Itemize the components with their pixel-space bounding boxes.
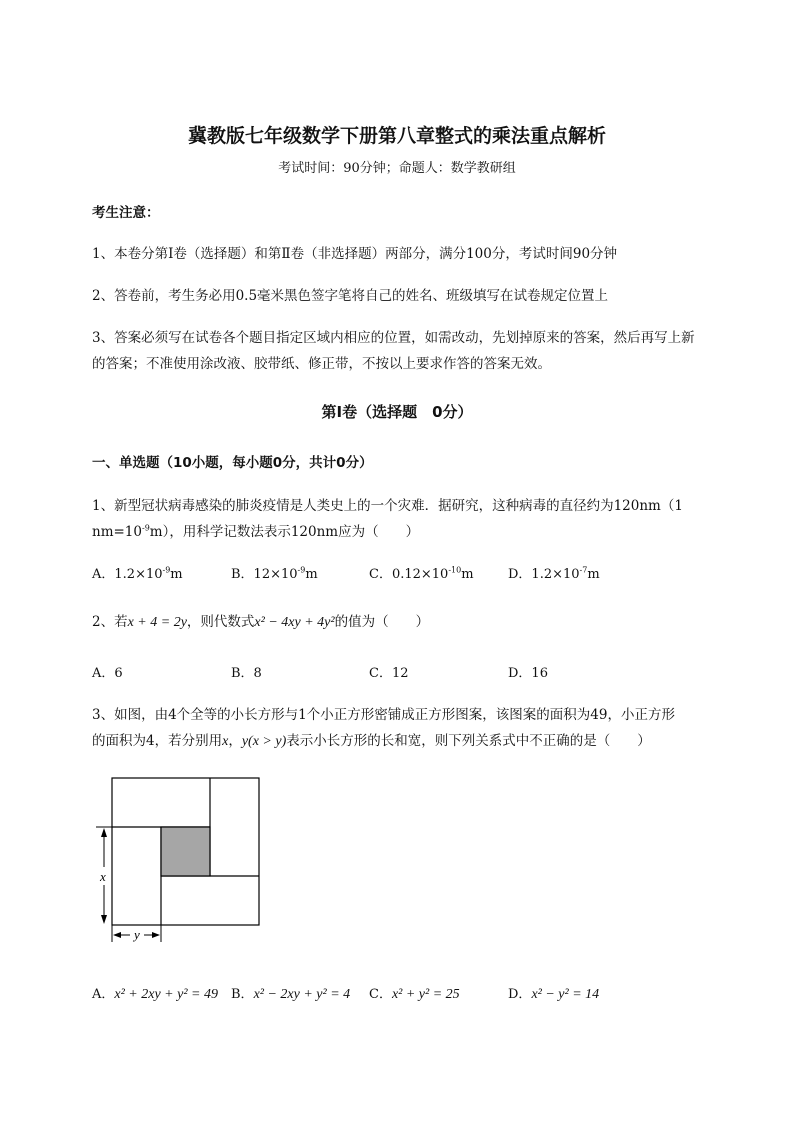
question-3-text: 3、如图，由4个全等的小长方形与1个小正方形密铺成正方形图案，该图案的面积为49，小正方形 bbox=[92, 707, 675, 723]
question-3-option-c: C．x² + y² = 25 bbox=[369, 987, 460, 1002]
question-1-text: 1、新型冠状病毒感染的肺炎疫情是人类史上的一个灾难．据研究，这种病毒的直径约为120nm（1 bbox=[92, 498, 683, 514]
question-1-option-b: B．$12\times 10^{-9}m$ bbox=[231, 565, 318, 582]
question-1-option-a: A．$1.2\times 10^{-9}m$ bbox=[92, 565, 183, 582]
exam-info: 考试时间：90分钟；命题人：数学教研组 bbox=[278, 161, 516, 176]
question-2-option-d: D．16 bbox=[508, 666, 548, 681]
question-1-option-c: C．$0.12\times 10^{-10}m$ bbox=[369, 565, 474, 582]
question-1-text-cont: $nm=10^{-9}m$），用科学记数法表示120nm应为（ ） bbox=[92, 523, 420, 540]
question-2-option-a: A．6 bbox=[92, 666, 123, 681]
x-arrow-down bbox=[101, 915, 107, 924]
notice-heading: 考生注意： bbox=[92, 205, 160, 221]
page-title: 冀教版七年级数学下册第八章整式的乘法重点解析 bbox=[187, 125, 606, 147]
part-heading: 一、单选题（10小题，每小题0分，共计0分） bbox=[92, 455, 373, 471]
question-3-text-cont: 的面积为4，若分别用x，y(x > y)表示小长方形的长和宽，则下列关系式中不正确的是（ ） bbox=[92, 733, 651, 749]
question-2-option-b: B．8 bbox=[231, 666, 262, 681]
tiling-figure bbox=[88, 775, 268, 945]
y-arrow-left bbox=[113, 932, 121, 938]
question-1-option-d: D．$1.2\times 10^{-7}m$ bbox=[508, 565, 600, 582]
x-label: x bbox=[100, 869, 106, 884]
section-title: 第Ⅰ卷（选择题 0分） bbox=[321, 403, 473, 421]
question-2-text: 2、若x + 4 = 2y，则代数式x² − 4xy + 4y²的值为（ ） bbox=[92, 614, 430, 630]
question-3-option-a: A．x² + 2xy + y² = 49 bbox=[92, 987, 218, 1002]
question-3-option-d: D．x² − y² = 14 bbox=[508, 987, 600, 1002]
notice-item: 2、答卷前，考生务必用0.5毫米黑色签字笔将自己的姓名、班级填写在试卷规定位置上 bbox=[92, 288, 609, 304]
question-2-option-c: C．12 bbox=[369, 666, 409, 681]
notice-item: 1、本卷分第Ⅰ卷（选择题）和第Ⅱ卷（非选择题）两部分，满分100分，考试时间90分钟 bbox=[92, 246, 618, 262]
question-3-option-b: B．x² − 2xy + y² = 4 bbox=[231, 987, 351, 1002]
y-label: y bbox=[134, 927, 140, 942]
notice-item: 的答案；不准使用涂改液、胶带纸、修正带，不按以上要求作答的答案无效。 bbox=[92, 356, 551, 372]
y-arrow-right bbox=[152, 932, 160, 938]
small-square bbox=[161, 827, 210, 876]
notice-item: 3、答案必须写在试卷各个题目指定区域内相应的位置，如需改动，先划掉原来的答案，然后再写上新 bbox=[92, 330, 695, 346]
x-arrow-up bbox=[101, 828, 107, 837]
